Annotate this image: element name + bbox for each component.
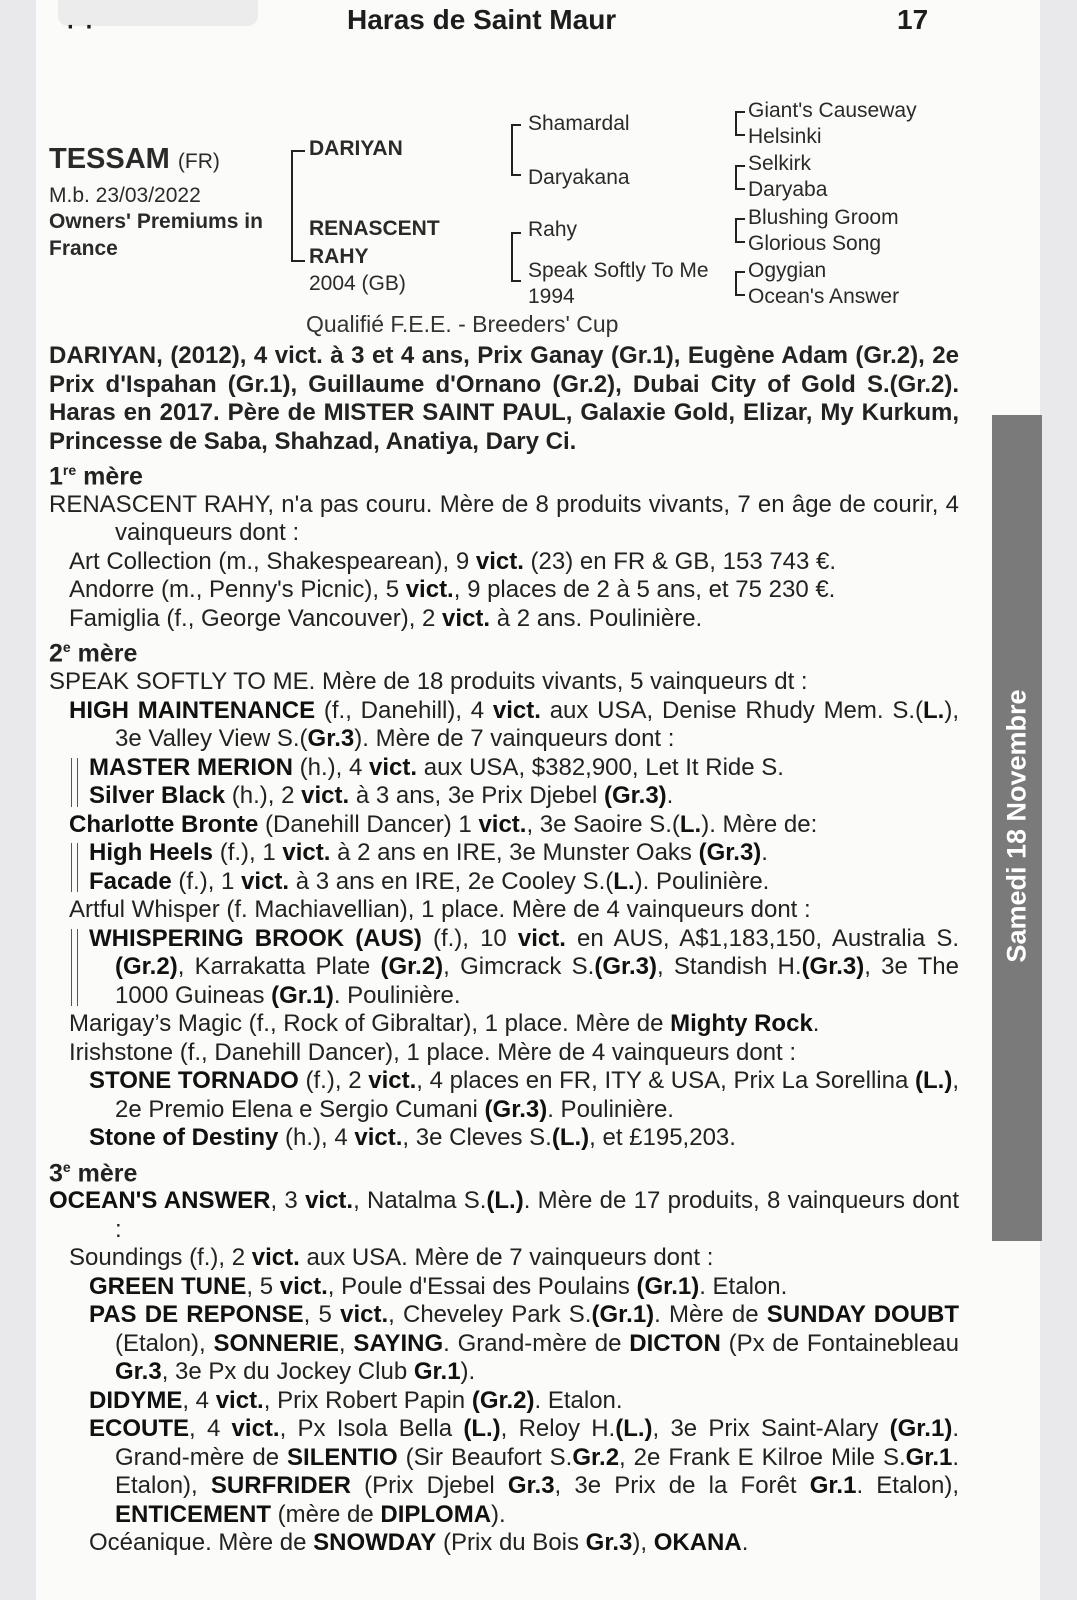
- bracket-g2-bottom: [511, 232, 513, 282]
- produce-oceanique: Océanique. Mère de SNOWDAY (Prix du Bois Gr.3), OKANA.: [89, 1529, 749, 1557]
- produce-3: Famiglia (f., George Vancouver), 2 vict. à 2 ans. Poulinière.: [69, 604, 703, 632]
- produce-1: Art Collection (m., Shakespearean), 9 vict. (23) en FR & GB, 153 743 €.: [69, 547, 837, 575]
- horse-birth: M.b. 23/03/2022: [49, 184, 201, 207]
- page-header-title: Haras de Saint Maur: [347, 4, 617, 35]
- bracket-tick: [735, 111, 745, 113]
- g3-5: Blushing Groom: [748, 206, 899, 229]
- bracket-g2-top: [511, 124, 513, 176]
- bracket-tick: [735, 134, 745, 136]
- g2-dam-dam-year: 1994: [528, 285, 575, 308]
- produce-facade: Facade (f.), 1 vict. à 3 ans en IRE, 2e Cooley S.(L.). Poulinière.: [89, 867, 770, 895]
- produce-irishstone: Irishstone (f., Danehill Dancer), 1 place. Mère de 4 vainqueurs dont :: [69, 1038, 797, 1066]
- bracket-tick: [735, 271, 745, 273]
- date-sidebar-label: Samedi 18 Novembre: [1001, 689, 1032, 963]
- page-number: 17: [897, 4, 929, 35]
- qualification: Qualifié F.E.E. - Breeders' Cup: [306, 311, 619, 337]
- bracket-tick: [735, 241, 745, 243]
- g3-2: Helsinki: [748, 125, 822, 148]
- section-third-dam: 3e mère: [49, 1158, 138, 1187]
- bracket-tick: [511, 280, 521, 282]
- second-dam-text: SPEAK SOFTLY TO ME. Mère de 18 produits vivants, 5 vainqueurs dt :: [49, 668, 808, 696]
- sire-paragraph: DARIYAN, (2012), 4 vict. à 3 et 4 ans, Prix Ganay (Gr.1), Eugène Adam (Gr.2), 2e Prix d'Ispahan (Gr.1), Guillaume d'Ornano (Gr.2), Dubai City of Gold S.(Gr.2). Haras en 2017. Père de MISTER SAINT PAUL, Galaxie Gold, Elizar, My Kurkum, Princesse de Saba, Shahzad, Anatiya, Dary Ci.: [49, 342, 959, 455]
- bracket-g3: [735, 165, 737, 190]
- produce-green-tune: GREEN TUNE, 5 vict., Poule d'Essai des Poulains (Gr.1). Etalon.: [89, 1272, 788, 1300]
- section-first-dam: 1re mère: [49, 462, 143, 491]
- bracket-g1: [291, 150, 293, 262]
- bracket-tick: [511, 174, 521, 176]
- horse-name: TESSAM (FR): [49, 143, 220, 175]
- sire-name: DARIYAN: [309, 137, 403, 160]
- pedigree-notes: [49, 342, 959, 1558]
- produce-master-merion: MASTER MERION (h.), 4 vict. aux USA, $382,900, Let It Ride S.: [89, 753, 784, 781]
- g3-8: Ocean's Answer: [748, 285, 900, 308]
- bracket-tick: [735, 294, 745, 296]
- produce-2: Andorre (m., Penny's Picnic), 5 vict., 9 places de 2 à 5 ans, et 75 230 €.: [69, 576, 836, 604]
- bracket-tick: [511, 232, 521, 234]
- g3-4: Daryaba: [748, 178, 828, 201]
- section-second-dam: 2e mère: [49, 639, 138, 668]
- g3-6: Glorious Song: [748, 232, 882, 255]
- produce-stone-of-destiny: Stone of Destiny (h.), 4 vict., 3e Cleves S.(L.), et £195,203.: [89, 1124, 736, 1152]
- g3-1: Giant's Causeway: [748, 99, 917, 122]
- bracket-tick: [291, 260, 305, 262]
- produce-marigays-magic: Marigay’s Magic (f., Rock of Gibraltar), 1 place. Mère de Mighty Rock.: [69, 1010, 820, 1038]
- bracket-tick: [735, 188, 745, 190]
- bracket-tick: [511, 124, 521, 126]
- bracket-tick: [291, 150, 305, 152]
- g2-dam-dam: Speak Softly To Me: [528, 259, 709, 282]
- bar-block-2: [49, 839, 959, 896]
- g2-dam-sire: Rahy: [528, 218, 578, 241]
- produce-high-heels: High Heels (f.), 1 vict. à 2 ans en IRE, 3e Munster Oaks (Gr.3).: [89, 839, 768, 867]
- bracket-tick: [735, 165, 745, 167]
- dam-name-1: RENASCENT: [309, 217, 440, 240]
- third-dam-text: OCEAN'S ANSWER, 3 vict., Natalma S.(L.). Mère de 17 produits, 8 vainqueurs dont :: [49, 1187, 960, 1243]
- first-dam-text: RENASCENT RAHY, n'a pas couru. Mère de 8 produits vivants, 7 en âge de courir, 4 vainqueurs dont :: [49, 490, 959, 547]
- g3-3: Selkirk: [748, 152, 812, 175]
- bracket-g3: [735, 218, 737, 243]
- produce-soundings: Soundings (f.), 2 vict. aux USA. Mère de 7 vainqueurs dont :: [69, 1244, 714, 1272]
- bar-block-1: [49, 754, 959, 811]
- g2-sire-dam: Daryakana: [528, 166, 630, 189]
- produce-high-maintenance: HIGH MAINTENANCE (f., Danehill), 4 vict. aux USA, Denise Rhudy Mem. S.(L.), 3e Valley View S.(Gr.3). Mère de 7 vainqueurs dont :: [69, 696, 960, 753]
- dam-name-2: RAHY: [309, 245, 369, 268]
- dam-year: 2004 (GB): [309, 272, 406, 295]
- bracket-g3: [735, 111, 737, 136]
- g3-7: Ogygian: [748, 259, 827, 282]
- produce-charlotte-bronte: Charlotte Bronte (Danehill Dancer) 1 vict., 3e Saoire S.(L.). Mère de:: [69, 810, 818, 838]
- produce-silver-black: Silver Black (h.), 2 vict. à 3 ans, 3e Prix Djebel (Gr.3).: [89, 782, 674, 810]
- produce-stone-tornado: STONE TORNADO (f.), 2 vict., 4 places en FR, ITY & USA, Prix La Sorellina (L.), 2e Premio Elena e Sergio Cumani (Gr.3). Poulinière.: [89, 1067, 959, 1123]
- produce-didyme: DIDYME, 4 vict., Prix Robert Papin (Gr.2). Etalon.: [89, 1386, 623, 1414]
- bar-block-3: [49, 925, 959, 1011]
- g2-sire-sire: Shamardal: [528, 112, 630, 135]
- produce-pas-de-reponse: PAS DE REPONSE, 5 vict., Cheveley Park S.(Gr.1). Mère de SUNDAY DOUBT (Etalon), SONNERIE, SAYING. Grand-mère de DICTON (Px de Fontainebleau Gr.3, 3e Px du Jockey Club Gr.1).: [89, 1301, 960, 1386]
- bracket-tick: [735, 218, 745, 220]
- dots: · ·: [67, 14, 96, 41]
- bracket-g3: [735, 271, 737, 296]
- produce-whispering-brook: WHISPERING BROOK (AUS) (f.), 10 vict. en AUS, A$1,183,150, Australia S.(Gr.2), Karrakatta Plate (Gr.2), Gimcrack S.(Gr.3), Standish H.(Gr.3), 3e The 1000 Guineas (Gr.1). Poulinière.: [89, 924, 960, 1009]
- premium-line-2: France: [49, 237, 118, 260]
- produce-artful-whisper: Artful Whisper (f. Machiavellian), 1 place. Mère de 4 vainqueurs dont :: [69, 896, 811, 924]
- produce-ecoute: ECOUTE, 4 vict., Px Isola Bella (L.), Reloy H.(L.), 3e Prix Saint-Alary (Gr.1). Grand-mère de SILENTIO (Sir Beaufort S.Gr.2, 2e Frank E Kilroe Mile S.Gr.1. Etalon), SURFRIDER (Prix Djebel Gr.3, 3e Prix de la Forêt Gr.1. Etalon), ENTICEMENT (mère de DIPLOMA).: [89, 1415, 960, 1528]
- premium-line-1: Owners' Premiums in: [49, 210, 263, 233]
